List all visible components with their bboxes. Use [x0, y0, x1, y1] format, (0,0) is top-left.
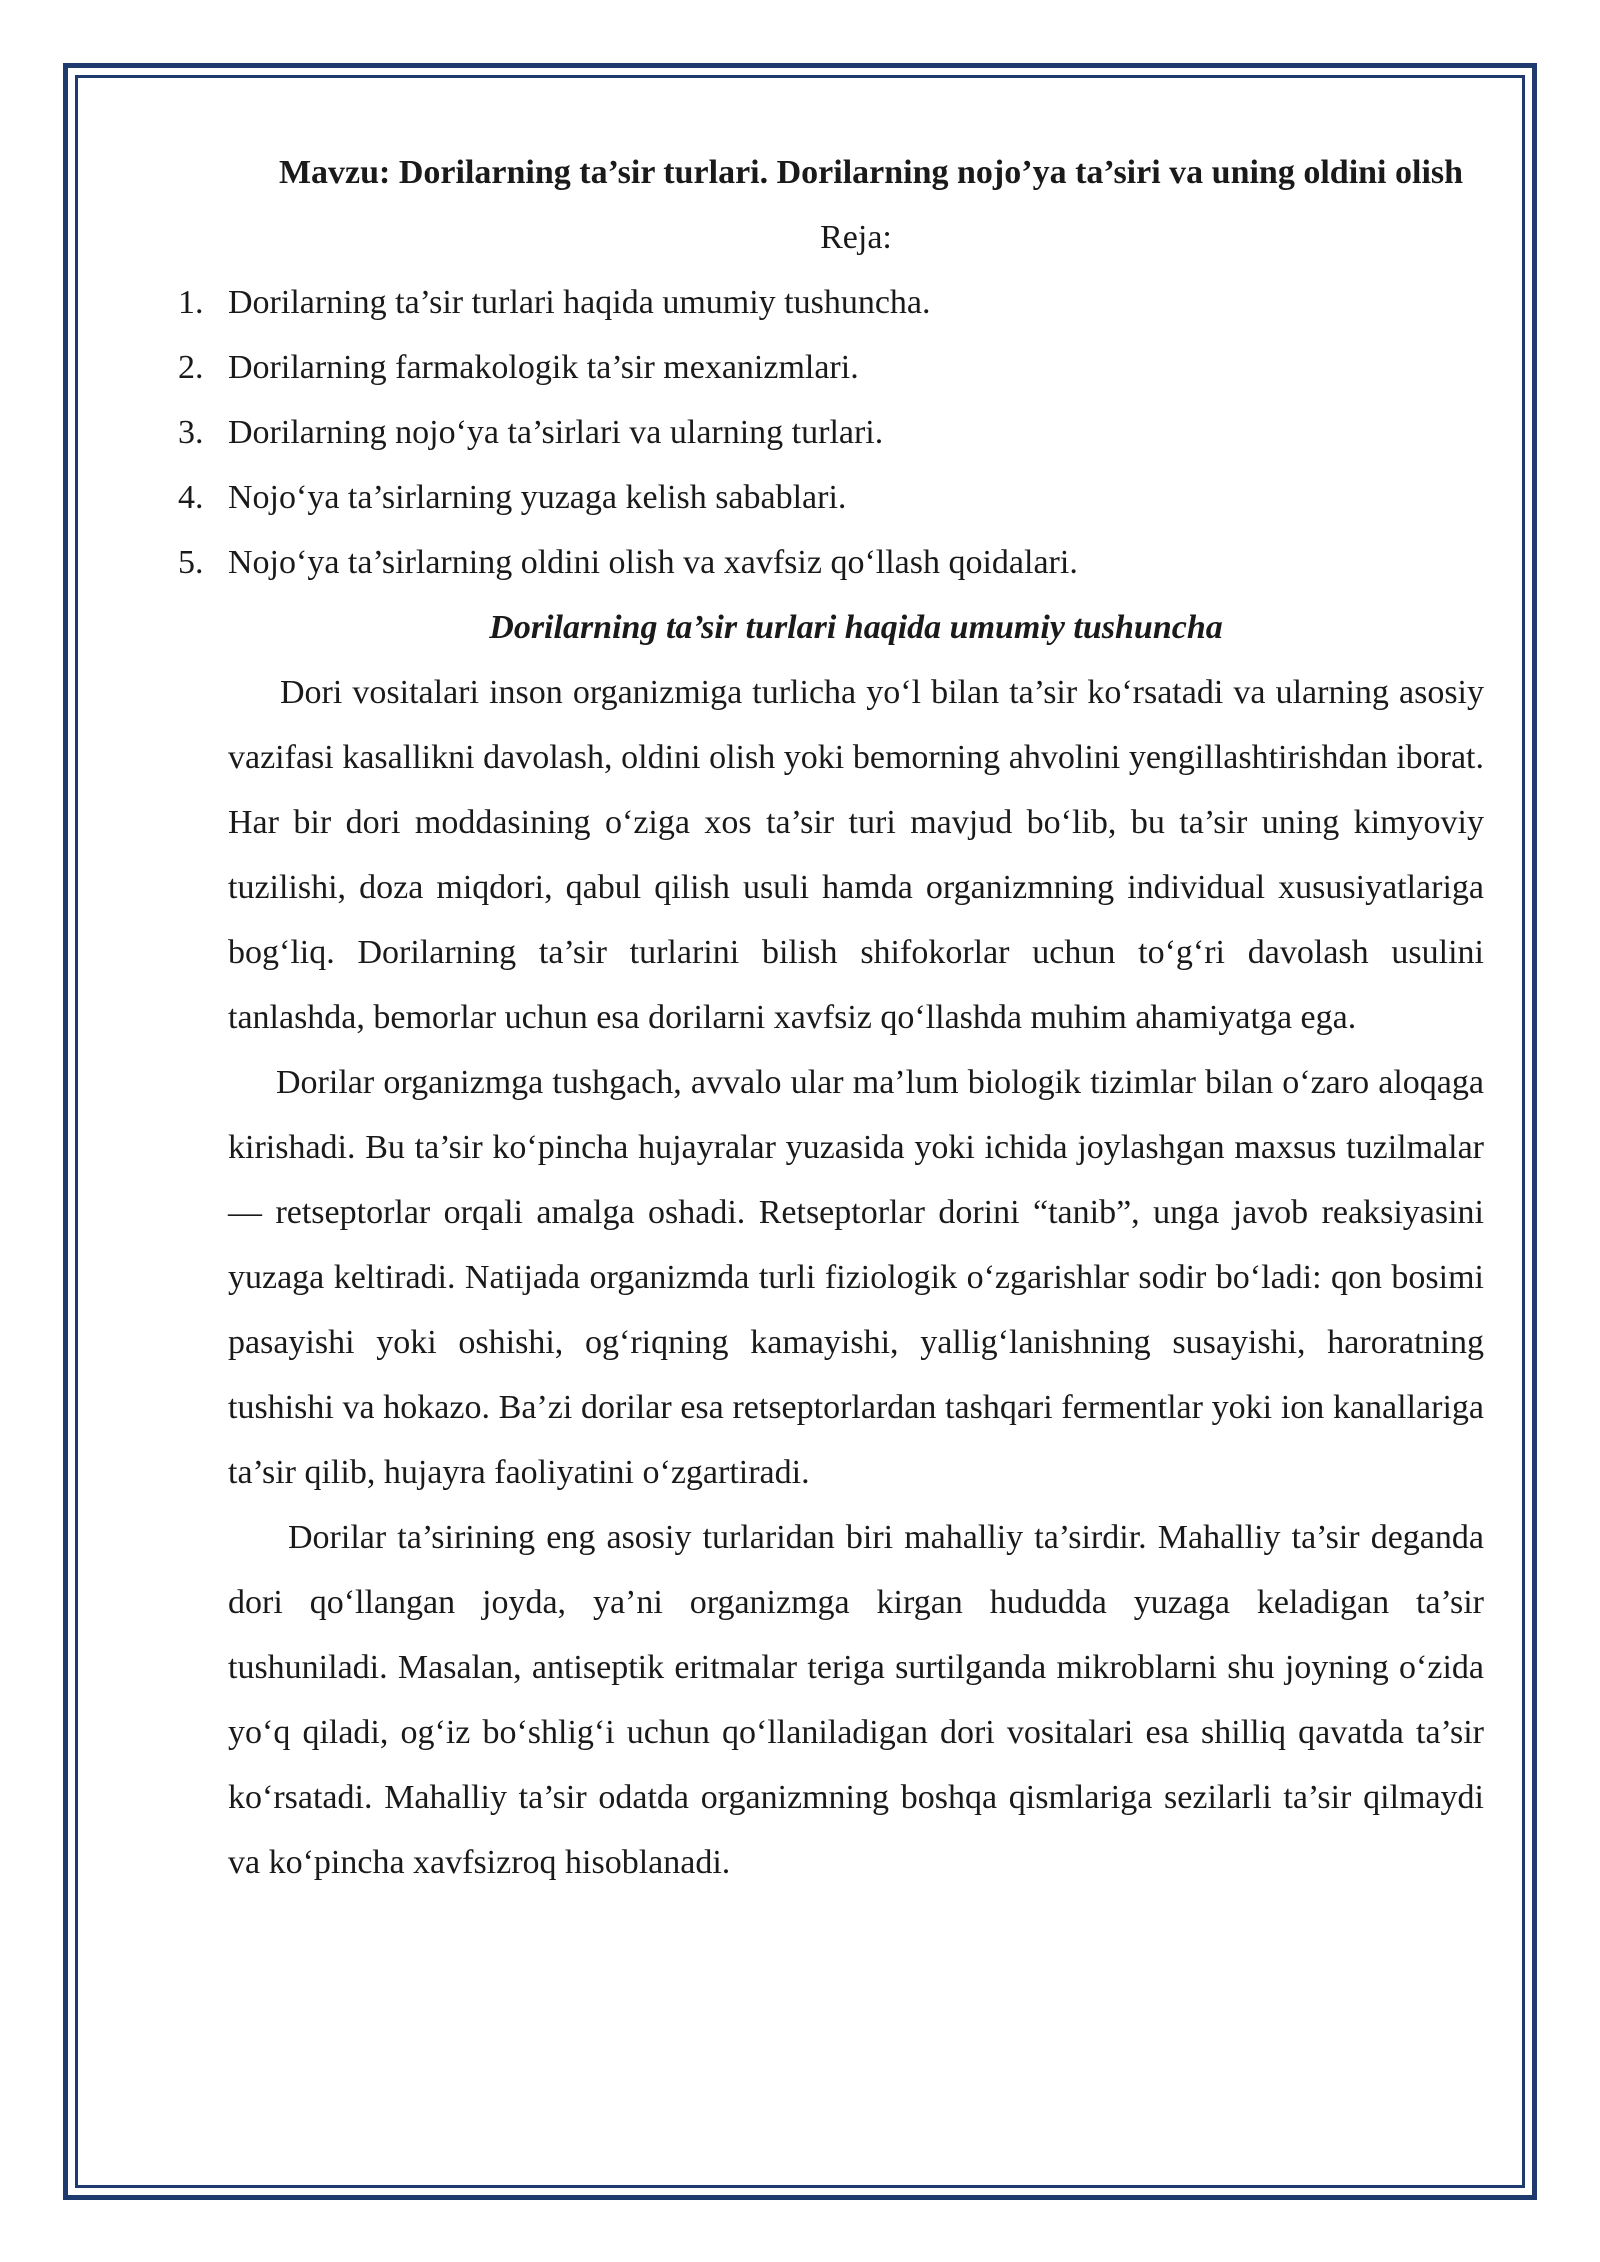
plan-item-number: 5.: [178, 544, 204, 581]
body-paragraph: Dori vositalari inson organizmiga turlicha yo‘l bilan ta’sir ko‘rsatadi va ularning asosiy vazifasi kasallikni davolash, oldini olish yoki bemorning ahvolini yengillashtirishdan iborat. Har bir dori moddasining o‘ziga xos ta’sir turi mavjud bo‘lib, bu ta’sir uning kimyoviy tuzilishi, doza miqdori, qabul qilish usuli hamda organizmning individual xususiyatlariga bog‘liq. Dorilarning ta’sir turlarini bilish shifokorlar uchun to‘g‘ri davolash usulini tanlashda, bemorlar uchun esa dorilarni xavfsiz qo‘llashda muhim ahamiyatga ega.: [228, 674, 1484, 1036]
plan-item-number: 3.: [178, 414, 204, 451]
plan-item-text: Dorilarning nojo‘ya ta’sirlari va ularning turlari.: [228, 414, 884, 451]
plan-item-text: Dorilarning farmakologik ta’sir mexanizmlari.: [228, 349, 859, 386]
plan-item-number: 2.: [178, 349, 204, 386]
plan-item: [178, 335, 1484, 400]
plan-item-text: Nojo‘ya ta’sirlarning yuzaga kelish sabablari.: [228, 479, 847, 516]
plan-item-number: 1.: [178, 284, 204, 321]
plan-item-text: Nojo‘ya ta’sirlarning oldini olish va xavfsiz qo‘llash qoidalari.: [228, 544, 1078, 581]
plan-list: [178, 270, 1484, 595]
plan-item-number: 4.: [178, 479, 204, 516]
plan-item: [178, 400, 1484, 465]
plan-item: [178, 270, 1484, 335]
body-paragraph: Dorilar ta’sirining eng asosiy turlaridan biri mahalliy ta’sirdir. Mahalliy ta’sir deganda dori qo‘llangan joyda, ya’ni organizmga kirgan hududda yuzaga keladigan ta’sir tushuniladi. Masalan, antiseptik eritmalar teriga surtilganda mikroblarni shu joyning o‘zida yo‘q qiladi, og‘iz bo‘shlig‘i uchun qo‘llaniladigan dori vositalari esa shilliq qavatda ta’sir ko‘rsatadi. Mahalliy ta’sir odatda organizmning boshqa qismlariga sezilarli ta’sir qilmaydi va ko‘pincha xavfsizroq hisoblanadi.: [228, 1519, 1484, 1881]
plan-label: Reja:: [820, 219, 892, 256]
document-body: [178, 140, 1484, 1895]
plan-item-text: Dorilarning ta’sir turlari haqida umumiy tushuncha.: [228, 284, 931, 321]
plan-item: [178, 530, 1484, 595]
section-heading: Dorilarning ta’sir turlari haqida umumiy tushuncha: [489, 609, 1223, 646]
document-title: Mavzu: Dorilarning ta’sir turlari. Dorilarning nojo’ya ta’siri va uning oldini olish: [278, 154, 1464, 191]
body-paragraph: Dorilar organizmga tushgach, avvalo ular ma’lum biologik tizimlar bilan o‘zaro aloqaga kirishadi. Bu ta’sir ko‘pincha hujayralar yuzasida yoki ichida joylashgan maxsus tuzilmalar — retseptorlar orqali amalga oshadi. Retseptorlar dorini “tanib”, unga javob reaksiyasini yuzaga keltiradi. Natijada organizmda turli fiziologik o‘zgarishlar sodir bo‘ladi: qon bosimi pasayishi yoki oshishi, og‘riqning kamayishi, yallig‘lanishning susayishi, haroratning tushishi va hokazo. Ba’zi dorilar esa retseptorlardan tashqari fermentlar yoki ion kanallariga ta’sir qilib, hujayra faoliyatini o‘zgartiradi.: [228, 1064, 1484, 1491]
plan-item: [178, 465, 1484, 530]
